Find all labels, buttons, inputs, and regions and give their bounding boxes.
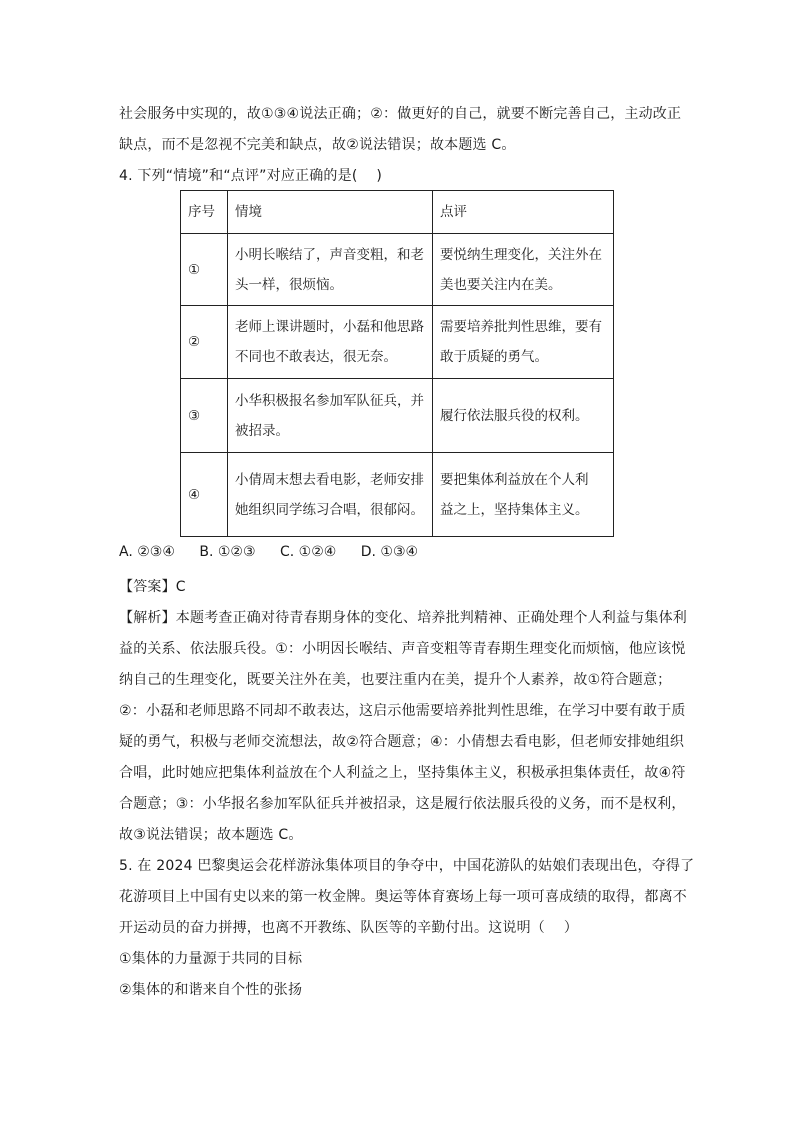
table-row (181, 234, 614, 306)
situation-line: 老师上课讲题时，小磊和他思路 (235, 319, 424, 335)
situation-line: 小明长喉结了，声音变粗，和老 (235, 246, 424, 263)
header-situation: 情境 (228, 191, 433, 234)
question-5-statement: ①集体的力量源于共同的目标 (119, 951, 303, 967)
intro-line-1: 社会服务中实现的，故①③④说法正确；②：做更好的自己，就要不断完善自己，主动改正 (119, 106, 682, 122)
analysis-line: 纳自己的生理变化，既要关注外在美，也要注重内在美，提升个人素养，故①符合题意； (119, 672, 672, 688)
comment-line: 益之上，坚持集体主义。 (440, 501, 589, 518)
analysis-line: 合题意；③：小华报名参加军队征兵并被招录，这是履行依法服兵役的义务，而不是权利， (119, 796, 686, 812)
analysis-line: 故③说法错误；故本题选 C。 (119, 827, 303, 843)
situation-line: 她组织同学练习合唱，很郁闷。 (235, 501, 424, 518)
analysis-line: 合唱，此时她应把集体利益放在个人利益之上，坚持集体主义，积极承担集体责任，故④符 (119, 765, 686, 781)
question-5-stem-line: 花游项目上中国有史以来的第一枚金牌。奥运等体育赛场上每一项可喜成绩的取得，都离不 (119, 889, 687, 905)
comment-line: 履行依法服兵役的权利。 (440, 407, 589, 424)
row-situation (228, 306, 433, 379)
comment-line: 敢于质疑的勇气。 (440, 349, 548, 365)
header-number: 序号 (181, 191, 228, 234)
question-4-table (180, 190, 614, 537)
analysis-line: 益的关系、依法服兵役。①：小明因长喉结、声音变粗等青春期生理变化而烦恼，他应该悦 (119, 641, 686, 657)
table-row (181, 379, 614, 453)
situation-line: 被招录。 (235, 422, 289, 439)
comment-line: 要把集体利益放在个人利 (440, 471, 589, 488)
comment-line: 要悦纳生理变化，关注外在 (440, 246, 602, 263)
comment-line: 需要培养批判性思维，要有 (440, 319, 602, 335)
situation-line: 小倩周末想去看电影，老师安排 (235, 471, 424, 488)
question-4-options (119, 544, 438, 560)
row-comment (433, 234, 614, 306)
analysis-line: 【解析】本题考查正确对待青春期身体的变化、培养批判精神、正确处理个人利益与集体利 (119, 610, 687, 626)
row-number: ③ (181, 379, 228, 453)
option-b: B. ①②③ (199, 544, 256, 560)
situation-line: 头一样，很烦恼。 (235, 276, 343, 293)
row-situation (228, 234, 433, 306)
row-number: ② (181, 306, 228, 379)
question-5-stem-line: 开运动员的奋力拼搏，也离不开教练、队医等的辛勤付出。这说明（ ） (119, 920, 579, 936)
situation-line: 小华积极报名参加军队征兵，并 (235, 392, 424, 409)
row-comment (433, 453, 614, 537)
option-c: C. ①②④ (279, 544, 337, 560)
row-number: ④ (181, 453, 228, 537)
question-5-stem-line: 5. 在 2024 巴黎奥运会花样游泳集体项目的争夺中，中国花游队的姑娘们表现出色，夺得了 (119, 858, 695, 874)
row-comment (433, 379, 614, 453)
analysis-line: ②：小磊和老师思路不同却不敢表达，这启示他需要培养批判性思维，在学习中要有敢于质 (119, 703, 686, 719)
option-d: D. ①③④ (360, 544, 419, 560)
header-comment: 点评 (433, 191, 614, 234)
question-4-stem: 4. 下列“情境”和“点评”对应正确的是( ) (119, 168, 382, 184)
comment-line: 美也要关注内在美。 (440, 276, 562, 293)
question-5-statement: ②集体的和谐来自个性的张扬 (119, 982, 303, 998)
table-row (181, 306, 614, 379)
row-situation (228, 379, 433, 453)
answer: 【答案】C (119, 579, 186, 595)
row-number: ① (181, 234, 228, 306)
row-comment (433, 306, 614, 379)
intro-line-2: 缺点，而不是忽视不完美和缺点，故②说法错误；故本题选 C。 (119, 137, 516, 153)
option-a: A. ②③④ (119, 544, 175, 560)
table-row (181, 453, 614, 537)
row-situation (228, 453, 433, 537)
situation-line: 不同也不敢表达，很无奈。 (235, 349, 397, 365)
analysis-line: 疑的勇气，积极与老师交流想法，故②符合题意；④：小倩想去看电影，但老师安排她组织 (119, 734, 685, 750)
table-header-row (181, 191, 614, 234)
